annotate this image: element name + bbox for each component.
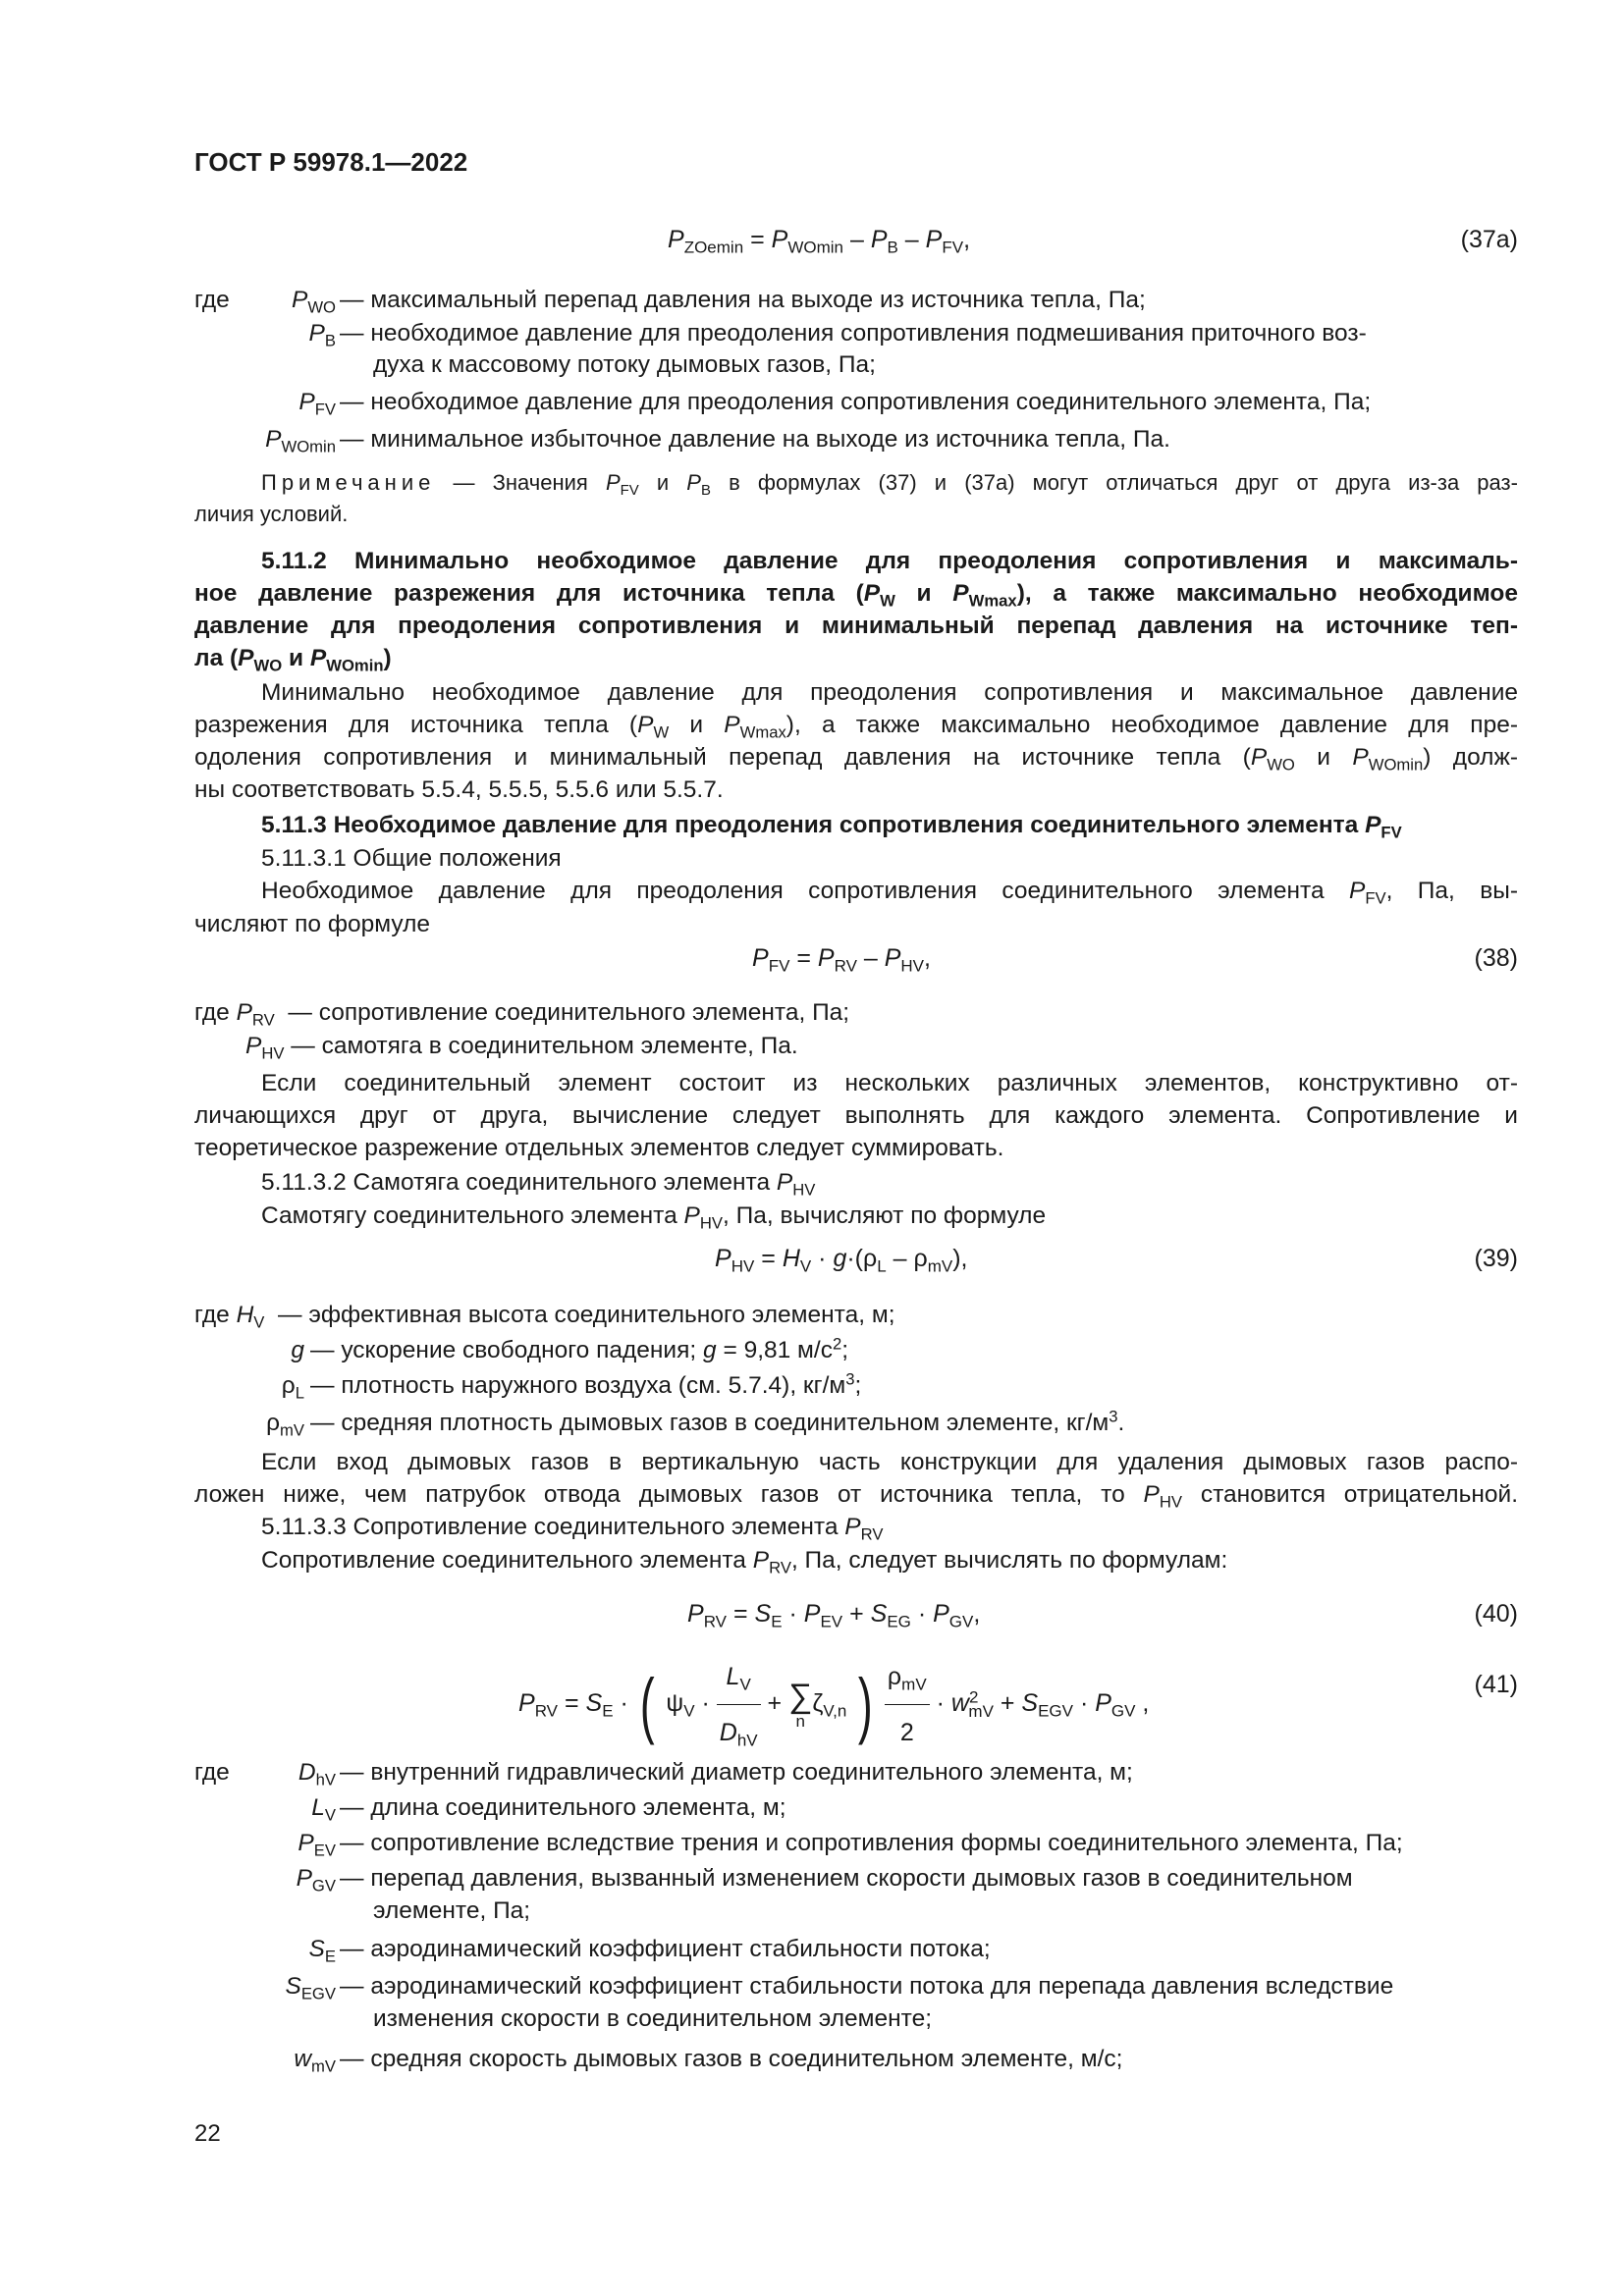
formula-40-number: (40) (1474, 1600, 1518, 1628)
symbol-pwomin: $P_{WOmin}$ (265, 426, 336, 456)
symbol-pwo: $P_{WO}$ (291, 287, 336, 317)
formula-39-number: (39) (1474, 1245, 1518, 1272)
section-5-11-3-3-title: 5.11.3.3 Сопротивление соединительного элемента $P_{RV}$ (261, 1514, 884, 1544)
definition-segv: — аэродинамический коэффициент стабильности потока для перепада давления вследствие (340, 1973, 1394, 2000)
definition-g: — ускорение свободного падения; g = 9,81 $м/с^2$; (310, 1334, 849, 1363)
paragraph-multi-elements-l3: теоретическое разрежение отдельных элементов следует суммировать. (194, 1135, 1004, 1161)
paragraph-5-11-3-1-l2: числяют по формуле (194, 911, 430, 937)
note-cont: личия условий. (194, 502, 349, 526)
paragraph-5-11-2-l2: разрежения для источника тепла ($P_W$ и $P_{Wmax}$), а также максимально необходимое давление для пре- (194, 712, 1518, 742)
formula-41: $P_{RV} = S_E$ · ( $\psi_V$ · $\frac{L_V}{D_{hV}}$ + ∑ n $\zeta_{V,n}$ ) $\frac{\rho_{mV}}{2}$ · $w^2_{mV} + S_{EGV} \cdot P_{GV}$ , (518, 1649, 1149, 1760)
definition-pev: — сопротивление вследствие трения и сопротивления формы соединительного элемента, Па; (340, 1830, 1403, 1856)
paragraph-5-11-3-2: Самотягу соединительного элемента $P_{HV}$, Па, вычисляют по формуле (261, 1202, 1047, 1233)
page-number: 22 (194, 2120, 221, 2147)
paragraph-negative-draft: Если вход дымовых газов в вертикальную часть конструкции для удаления дымовых газов распо- (261, 1449, 1518, 1475)
definition-dhv: — внутренний гидравлический диаметр соединительного элемента, м; (340, 1759, 1133, 1786)
formula-41-number: (41) (1474, 1671, 1518, 1698)
document-header: ГОСТ Р 59978.1—2022 (194, 147, 468, 177)
note: Примечание — Значения $P_{FV}$ и $P_B$ в формулах (37) и (37а) могут отличаться друг от друга из-за раз- (261, 470, 1518, 499)
definition-pwo: — максимальный перепад давления на выходе из источника тепла, Па; (340, 287, 1146, 313)
section-5-11-3-title: 5.11.3 Необходимое давление для преодоления сопротивления соединительного элемента $P_{FV}$ (261, 812, 1402, 842)
paragraph-5-11-2-l3: одоления сопротивления и минимальный перепад давления на источнике тепла ($P_{WO}$ и $P_{WOmin}$) долж- (194, 744, 1519, 774)
formula-37a-number: (37а) (1460, 226, 1518, 253)
definition-phv: $P_{HV}$ — самотяга в соединительном элементе, Па. (245, 1033, 798, 1063)
definition-rho-mv: — средняя плотность дымовых газов в соединительном элементе, $кг/м^3$. (310, 1407, 1125, 1436)
paragraph-5-11-3-1: Необходимое давление для преодоления сопротивления соединительного элемента $P_{FV}$, Па, вы- (261, 878, 1518, 908)
definition-pb-cont: духа к массовому потоку дымовых газов, Па; (373, 351, 876, 378)
symbol-rho-l: $\rho_L$ (281, 1372, 304, 1403)
section-5-11-3-1-title: 5.11.3.1 Общие положения (261, 845, 562, 872)
definition-pfv: — необходимое давление для преодоления сопротивления соединительного элемента, Па; (340, 389, 1372, 415)
formula-39: $P_{HV} = H_V \cdot g\cdot(\rho_L - \rho_{mV})$, (715, 1245, 968, 1276)
definition-wmv: — средняя скорость дымовых газов в соединительном элементе, м/с; (340, 2046, 1123, 2072)
symbol-lv: $L_V$ (311, 1794, 336, 1825)
section-5-11-2-title: 5.11.2 Минимально необходимое давление для преодоления сопротивления и максималь- (261, 548, 1518, 574)
symbol-g: g (291, 1337, 304, 1363)
section-5-11-2-title-2: ное давление разрежения для источника тепла ($P_W$ и $P_{Wmax}$), а также максимально необходимое (194, 580, 1518, 611)
definition-lv: — длина соединительного элемента, м; (340, 1794, 786, 1821)
section-5-11-2-title-4: ла ($P_{WO}$ и $P_{WOmin}$) (194, 645, 392, 675)
symbol-se: $S_E$ (308, 1936, 336, 1966)
definition-pwomin: — минимальное избыточное давление на выходе из источника тепла, Па. (340, 426, 1170, 453)
definition-segv-cont: изменения скорости в соединительном элементе; (373, 2005, 933, 2032)
symbol-rho-mv: $\rho_{mV}$ (266, 1410, 304, 1440)
symbol-pfv: $P_{FV}$ (298, 389, 336, 419)
symbol-pgv: $P_{GV}$ (296, 1865, 336, 1896)
definition-pgv-cont: элементе, Па; (373, 1897, 531, 1924)
paragraph-multi-elements-l2: личающихся друг от друга, вычисление следует выполнять для каждого элемента. Сопротивление и (194, 1102, 1518, 1129)
where-label-41: где (194, 1759, 230, 1786)
paragraph-multi-elements: Если соединительный элемент состоит из нескольких различных элементов, конструктивно от- (261, 1070, 1518, 1096)
formula-37a: $P_{ZOemin} = P_{WOmin} - P_B - P_{FV}$, (668, 226, 971, 257)
paragraph-5-11-3-3: Сопротивление соединительного элемента $P_{RV}$, Па, следует вычислять по формулам: (261, 1547, 1228, 1577)
paragraph-negative-draft-l2: ложен ниже, чем патрубок отвода дымовых газов от источника тепла, то $P_{HV}$ становится отрицательной. (194, 1481, 1519, 1512)
definition-rho-l: — плотность наружного воздуха (см. 5.7.4), $кг/м^3$; (310, 1369, 862, 1399)
definition-prv: где $P_{RV}$ — сопротивление соединительного элемента, Па; (194, 999, 850, 1030)
symbol-dhv: $D_{hV}$ (298, 1759, 336, 1789)
formula-40: $P_{RV} = S_E \cdot P_{EV} + S_{EG} \cdot P_{GV}$, (687, 1600, 981, 1631)
symbol-pb: $P_B$ (308, 320, 336, 350)
section-5-11-2-title-3: давление для преодоления сопротивления и минимальный перепад давления на источнике теп- (194, 613, 1518, 639)
symbol-segv: $S_{EGV}$ (285, 1973, 336, 2003)
definition-pb: — необходимое давление для преодоления сопротивления подмешивания приточного воз- (340, 320, 1367, 347)
formula-38: $P_{FV} = P_{RV} - P_{HV}$, (752, 944, 931, 976)
where-label: где (194, 287, 230, 313)
symbol-pev: $P_{EV}$ (298, 1830, 336, 1860)
section-5-11-3-2-title: 5.11.3.2 Самотяга соединительного элемента $P_{HV}$ (261, 1169, 816, 1200)
definition-se: — аэродинамический коэффициент стабильности потока; (340, 1936, 991, 1962)
definition-pgv: — перепад давления, вызванный изменением скорости дымовых газов в соединительном (340, 1865, 1353, 1892)
definition-hv: где $H_V$ — эффективная высота соединительного элемента, м; (194, 1302, 895, 1332)
symbol-wmv: $w_{mV}$ (294, 2046, 336, 2076)
formula-38-number: (38) (1474, 944, 1518, 972)
paragraph-5-11-2: Минимально необходимое давление для преодоления сопротивления и максимальное давление (261, 679, 1518, 706)
paragraph-5-11-2-l4: ны соответствовать 5.5.4, 5.5.5, 5.5.6 или 5.5.7. (194, 776, 724, 803)
